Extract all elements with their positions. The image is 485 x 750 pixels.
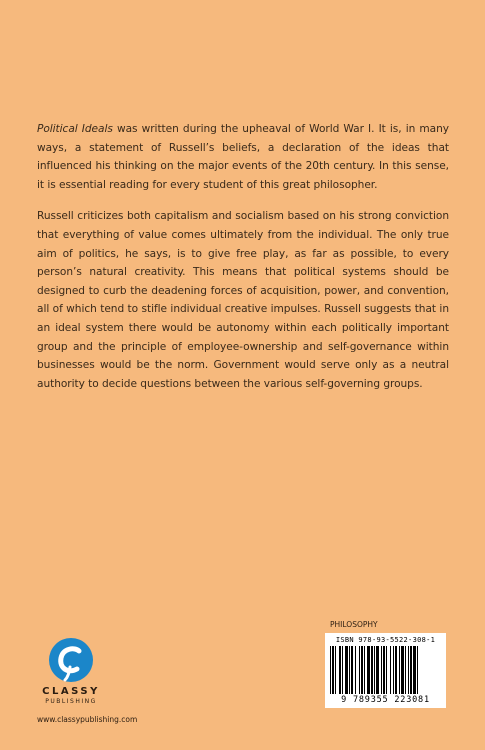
barcode-bar xyxy=(381,646,382,694)
barcode-bar xyxy=(335,646,336,694)
barcode-bar xyxy=(408,646,409,694)
barcode-bar xyxy=(376,646,379,694)
barcode-bar xyxy=(395,646,397,694)
barcode-bar xyxy=(386,646,387,694)
barcode-bar xyxy=(364,646,365,694)
barcode-bar xyxy=(361,646,363,694)
barcode-bar xyxy=(405,646,406,694)
category-label: PHILOSOPHY xyxy=(330,620,378,629)
barcode-bar xyxy=(359,646,360,694)
barcode-bar xyxy=(339,646,341,694)
barcode-bar xyxy=(355,646,356,694)
barcode-bar xyxy=(349,646,350,694)
publisher-name: CLASSY xyxy=(42,686,100,697)
publisher-logo xyxy=(40,637,102,705)
barcode-bar xyxy=(383,646,385,694)
barcode-bar xyxy=(367,646,370,694)
publisher-website[interactable]: www.classypublishing.com xyxy=(37,715,138,724)
barcode-bar xyxy=(417,646,418,694)
isbn-number: 9 789355 223081 xyxy=(341,695,430,705)
barcode-bar xyxy=(345,646,348,694)
barcode-bar xyxy=(371,646,373,694)
isbn-text: ISBN 978-93-5522-308-1 xyxy=(335,636,436,644)
barcode-bar xyxy=(399,646,400,694)
barcode-bar xyxy=(401,646,404,694)
publisher-subtitle: PUBLISHING xyxy=(45,698,97,705)
classy-c-icon xyxy=(48,637,94,683)
barcode-bars xyxy=(329,646,442,694)
barcode-bar xyxy=(332,646,334,694)
barcode-bar xyxy=(413,646,416,694)
blurb-paragraph-1-text: was written during the upheaval of World War I. It is, in many ways, a statement of Russell’s beliefs, a declaration of the ideas that influenced his thinking on the major events of the 20th century. In this sense, it is essential reading for every student of this great philosopher. xyxy=(37,123,449,191)
book-title: Political Ideals xyxy=(37,123,113,135)
barcode-bar xyxy=(393,646,394,694)
blurb-paragraph-2: Russell criticizes both capitalism and socialism based on his strong conviction that everything of value comes ultimately from the individual. The only true aim of politics, he says, is to give free play, as far as possible, to every person’s natural creativity. This means that political systems should be designed to curb the deadening forces of acquisition, power, and convention, all of which tend to stifle individual creative impulses. Russell suggests that in an ideal system there would be autonomy within each politically important group and the principle of employee-ownership and self-governance within businesses would be the norm. Government would serve only as a neutral authority to decide questions between the various self-governing groups. xyxy=(37,210,449,390)
barcode-bar xyxy=(342,646,343,694)
barcode-bar xyxy=(410,646,412,694)
barcode-bar xyxy=(351,646,353,694)
back-cover-blurb xyxy=(37,120,449,406)
barcode-bar xyxy=(330,646,331,694)
blurb-paragraph-1 xyxy=(37,120,449,194)
barcode-bar xyxy=(374,646,375,694)
isbn-barcode xyxy=(325,633,446,708)
barcode-bar xyxy=(390,646,391,694)
